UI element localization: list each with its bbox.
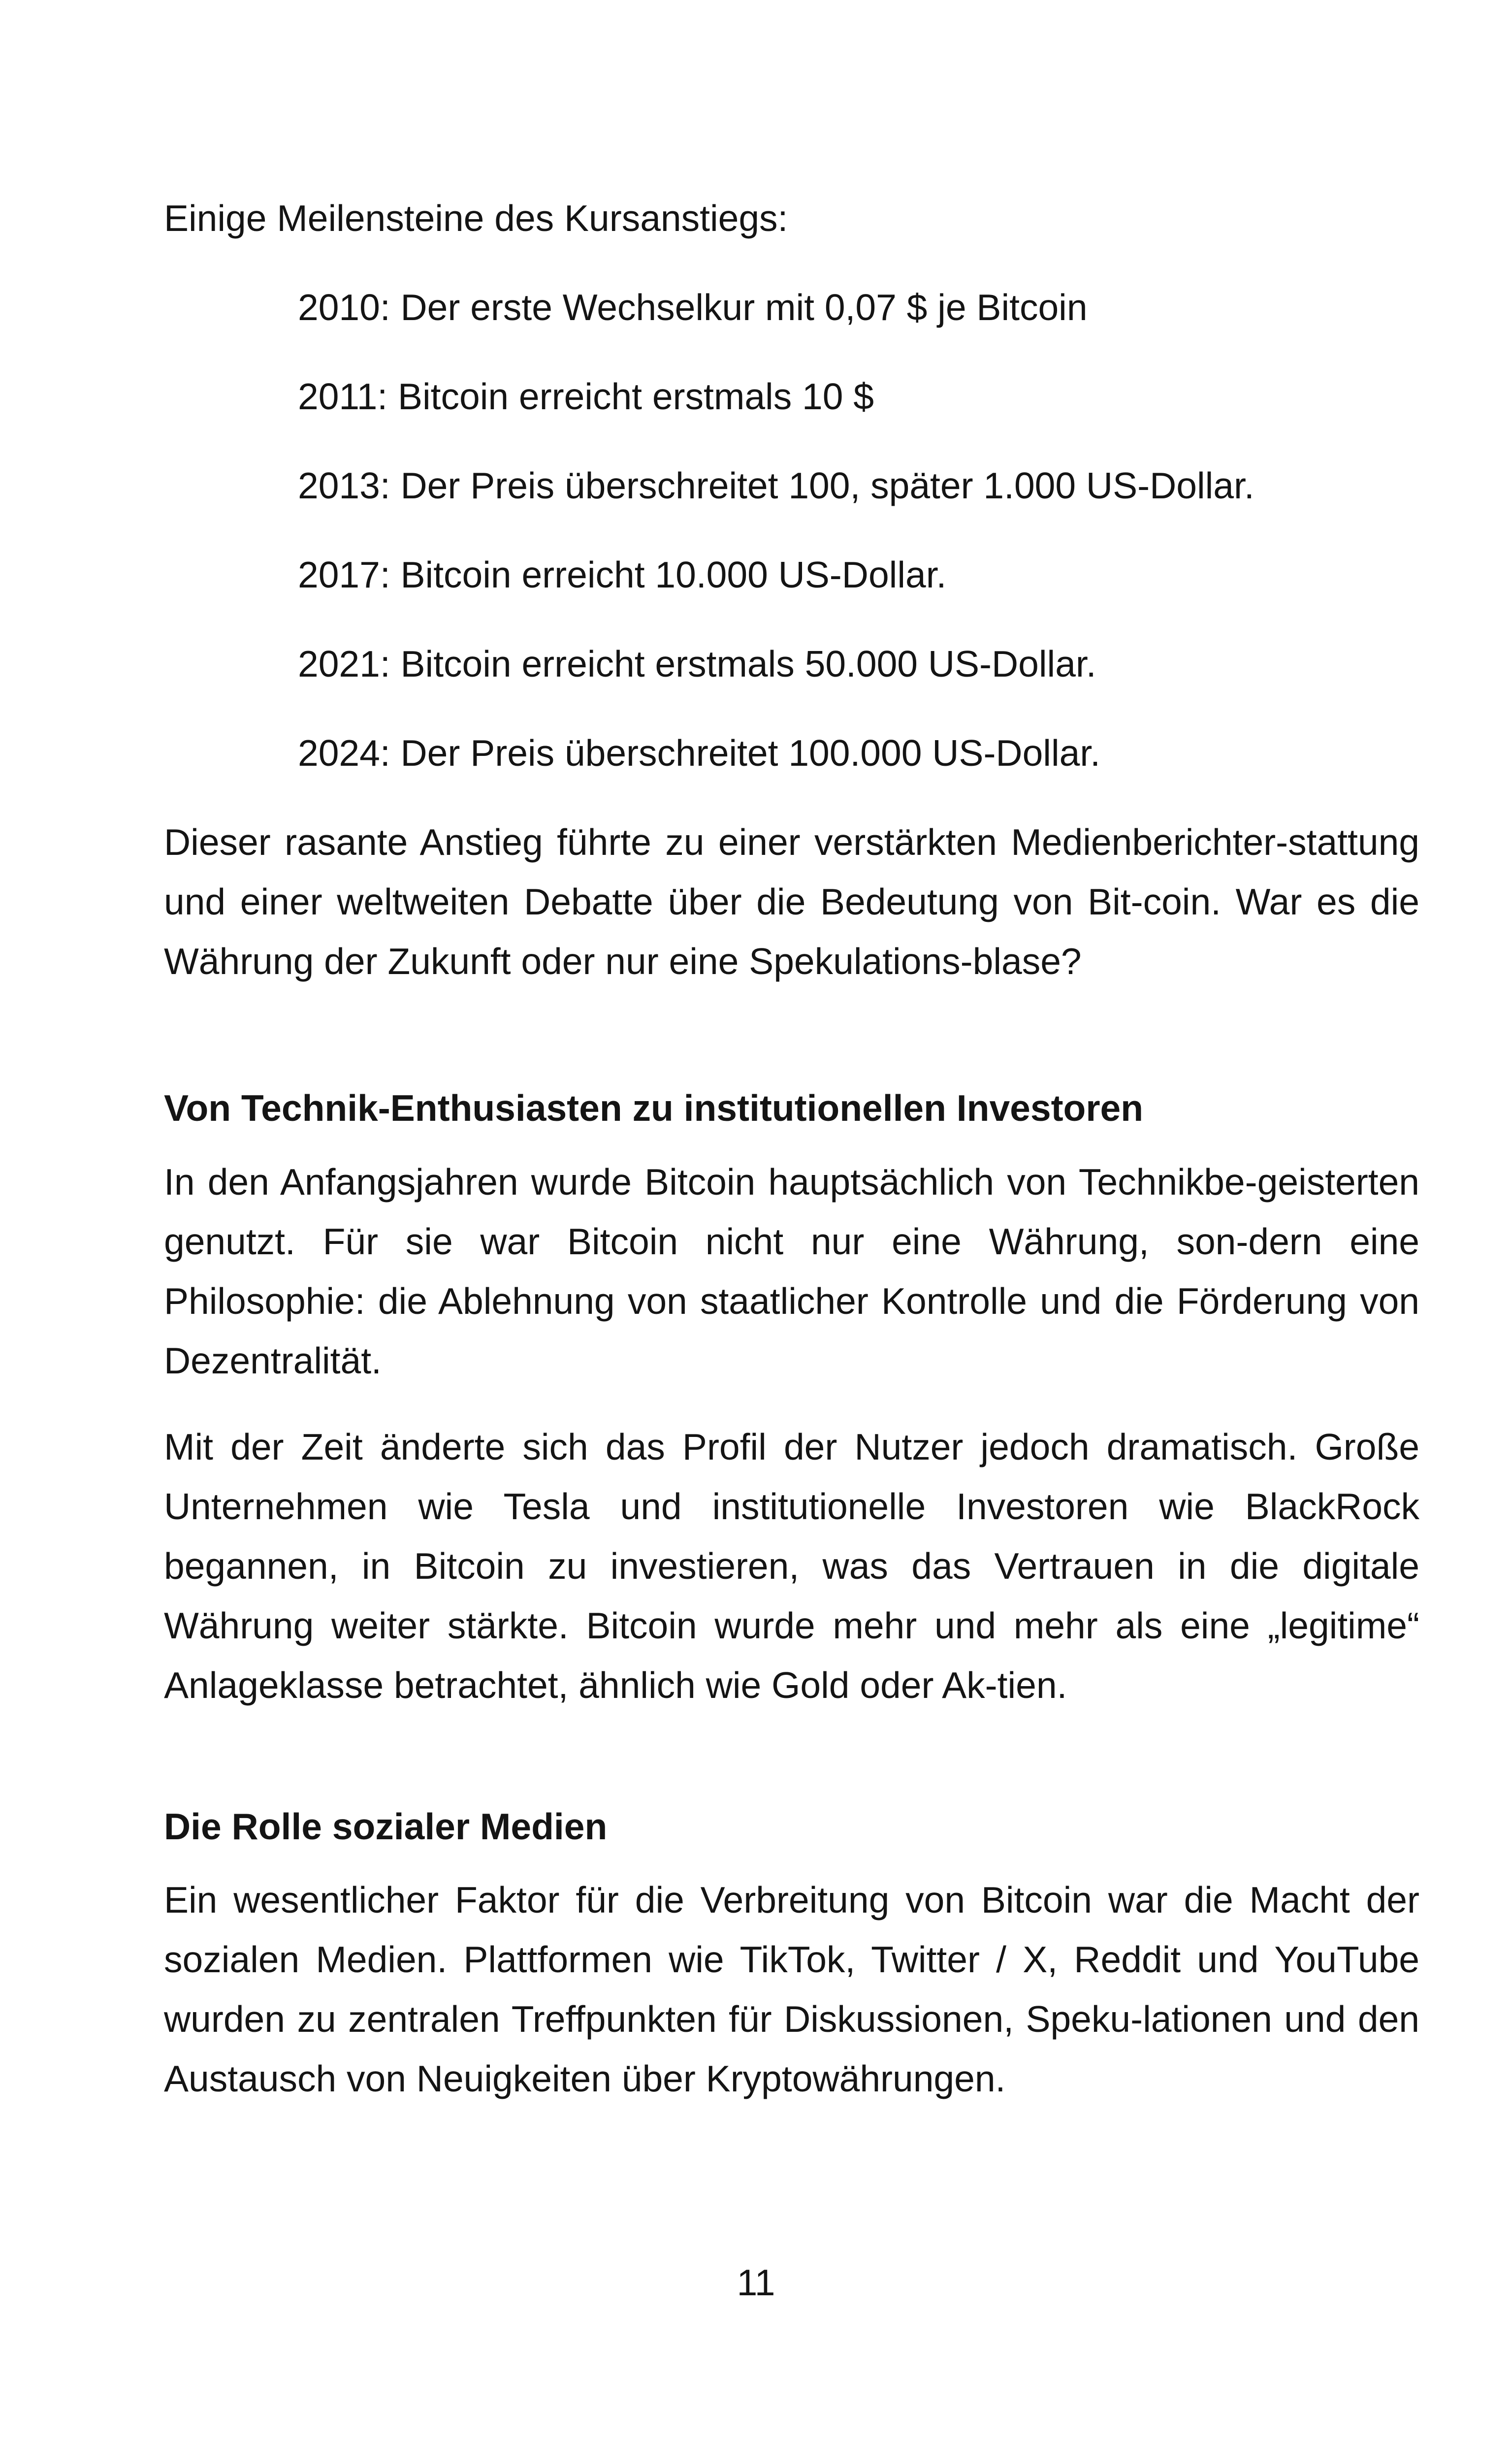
milestone-2010: 2010: Der erste Wechselkur mit 0,07 $ je Bitcoin	[298, 287, 1088, 328]
milestone-2024: 2024: Der Preis überschreitet 100.000 US-Dollar.	[298, 732, 1101, 774]
paragraph-social-media: Ein wesentlicher Faktor für die Verbreitung von Bitcoin war die Macht der sozialen Medien. Plattformen wie TikTok, Twitter / X, Reddit und YouTube wurden zu zentralen Treffpunkten für Diskussionen, Speku-lationen und den Austausch von Neuigkeiten über Kryptowährungen.	[164, 1879, 1419, 2099]
milestone-2011: 2011: Bitcoin erreicht erstmals 10 $	[298, 376, 874, 417]
heading-investors: Von Technik-Enthusiasten zu institutionellen Investoren	[164, 1087, 1144, 1129]
paragraph-early-years: In den Anfangsjahren wurde Bitcoin hauptsächlich von Technikbe-geisterten genutzt. Für sie war Bitcoin nicht nur eine Währung, son-dern eine Philosophie: die Ablehnung von staatlicher Kontrolle und die Förderung von Dezentralität.	[164, 1161, 1419, 1381]
milestone-2017: 2017: Bitcoin erreicht 10.000 US-Dollar.	[298, 554, 947, 595]
milestone-2021: 2021: Bitcoin erreicht erstmals 50.000 US-Dollar.	[298, 643, 1096, 684]
milestone-2013: 2013: Der Preis überschreitet 100, später 1.000 US-Dollar.	[298, 465, 1255, 506]
page-number: 11	[737, 2262, 775, 2303]
paragraph-institutional: Mit der Zeit änderte sich das Profil der Nutzer jedoch dramatisch. Große Unternehmen wie Tesla und institutionelle Investoren wie BlackRock begannen, in Bitcoin zu investieren, was das Vertrauen in die digitale Währung weiter stärkte. Bitcoin wurde mehr und mehr als eine „legitime“ Anlageklasse betrachtet, ähnlich wie Gold oder Ak-tien.	[164, 1426, 1419, 1706]
paragraph-debate: Dieser rasante Anstieg führte zu einer verstärkten Medienberichter-stattung und einer weltweiten Debatte über die Bedeutung von Bit-coin. War es die Währung der Zukunft oder nur eine Spekulations-blase?	[164, 821, 1419, 982]
intro-text: Einige Meilensteine des Kursanstiegs:	[164, 197, 788, 239]
heading-social-media: Die Rolle sozialer Medien	[164, 1806, 608, 1847]
